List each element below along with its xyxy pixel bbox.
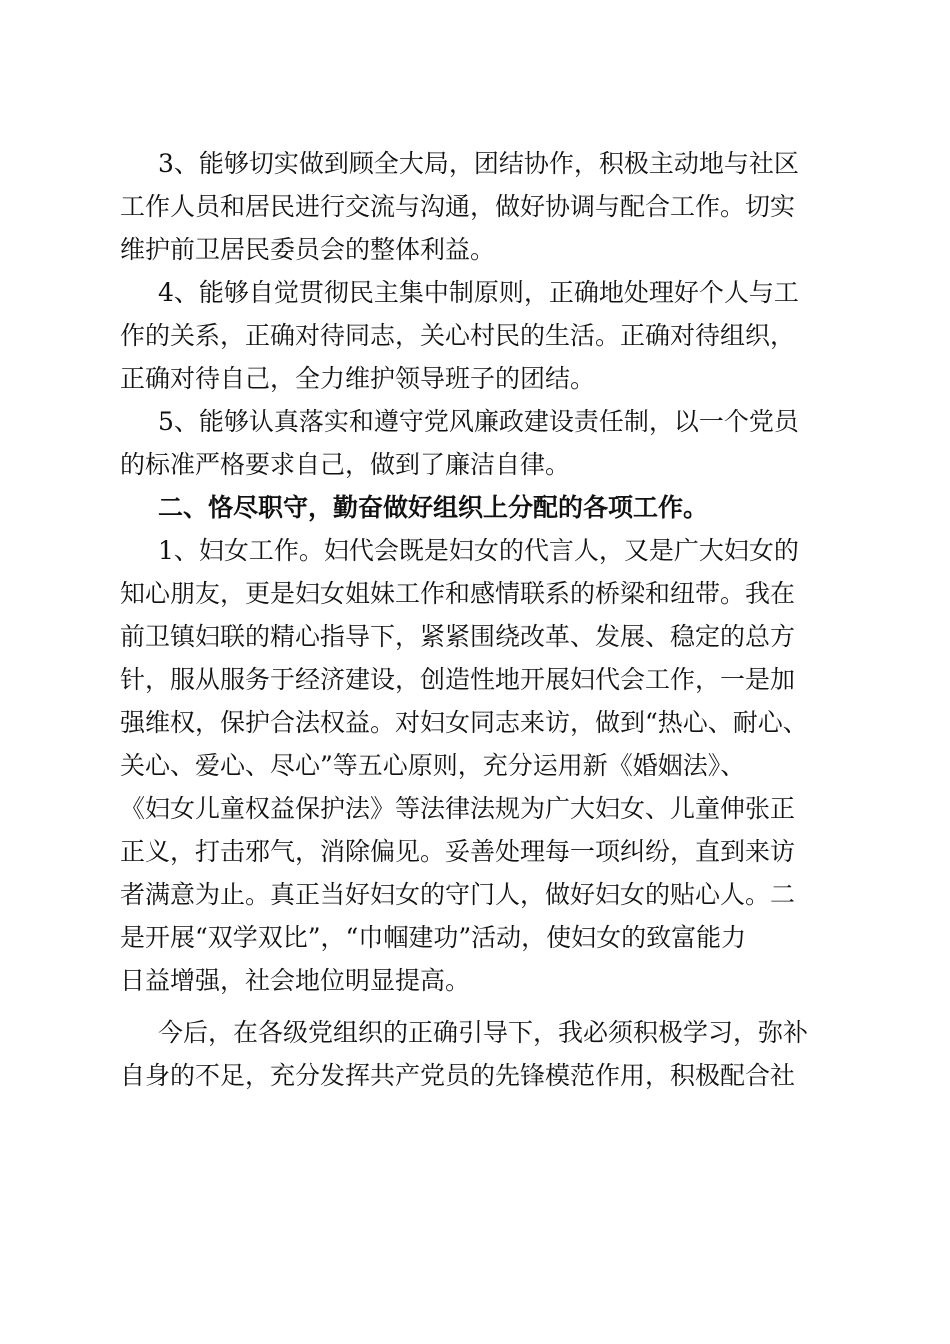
text-line: 是开展“双学双比”，“巾帼建功”活动，使妇女的致富能力 [120, 923, 747, 952]
text-line: 今后，在各级党组织的正确引导下，我必须积极学习，弥补 [158, 1018, 809, 1047]
text-line: 《妇女儿童权益保护法》等法律法规为广大妇女、儿童伸张正 [120, 794, 796, 823]
text-line: 作的关系，正确对待同志，关心村民的生活。正确对待组织， [120, 321, 796, 350]
text-line: 前卫镇妇联的精心指导下，紧紧围绕改革、发展、稳定的总方 [120, 622, 796, 651]
text-line: 强维权，保护合法权益。对妇女同志来访，做到“热心、耐心、 [120, 708, 808, 737]
text-line: 3、能够切实做到顾全大局，团结协作，积极主动地与社区 [158, 149, 799, 178]
text-line: 针，服从服务于经济建设，创造性地开展妇代会工作，一是加 [120, 665, 796, 694]
text-line: 自身的不足，充分发挥共产党员的先锋模范作用，积极配合社 [120, 1061, 796, 1090]
text-line: 关心、爱心、尽心”等五心原则，充分运用新《婚姻法》、 [120, 751, 746, 780]
text-line: 日益增强，社会地位明显提高。 [120, 966, 471, 995]
text-line: 1、妇女工作。妇代会既是妇女的代言人，又是广大妇女的 [158, 536, 799, 565]
section-heading: 二、恪尽职守，勤奋做好组织上分配的各项工作。 [158, 493, 709, 522]
text-line: 正义，打击邪气，消除偏见。妥善处理每一项纠纷，直到来访 [120, 837, 796, 866]
text-line: 正确对待自己，全力维护领导班子的团结。 [120, 364, 596, 393]
text-line: 的标准严格要求自己，做到了廉洁自律。 [120, 450, 571, 479]
text-line: 4、能够自觉贯彻民主集中制原则，正确地处理好个人与工 [158, 278, 799, 307]
text-line: 工作人员和居民进行交流与沟通，做好协调与配合工作。切实 [120, 192, 796, 221]
text-line: 维护前卫居民委员会的整体利益。 [120, 235, 496, 264]
text-line: 5、能够认真落实和遵守党风廉政建设责任制，以一个党员 [158, 407, 799, 436]
text-line: 知心朋友，更是妇女姐妹工作和感情联系的桥梁和纽带。我在 [120, 579, 796, 608]
text-line: 者满意为止。真正当好妇女的守门人，做好妇女的贴心人。二 [120, 880, 796, 909]
